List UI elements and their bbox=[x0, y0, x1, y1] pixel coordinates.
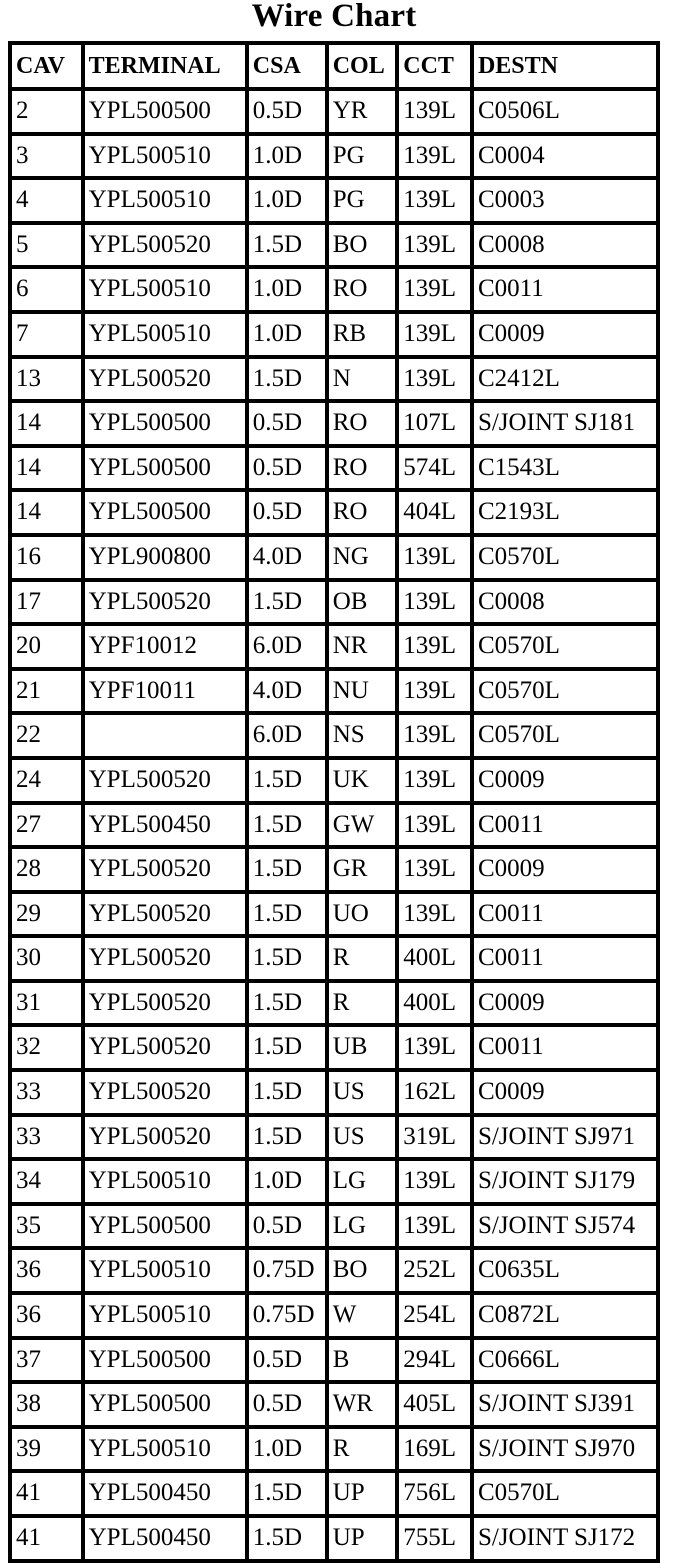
cell-cav: 28 bbox=[12, 849, 81, 890]
cell-cct: 162L bbox=[399, 1072, 470, 1113]
header-row bbox=[12, 45, 656, 87]
table-row bbox=[12, 359, 656, 400]
cell-cav: 2 bbox=[12, 91, 81, 132]
table-row bbox=[12, 1161, 656, 1202]
column-header-cct: CCT bbox=[399, 45, 470, 87]
cell-destn: C0011 bbox=[474, 1027, 656, 1068]
cell-cct: 139L bbox=[399, 269, 470, 310]
table-row bbox=[12, 1206, 656, 1247]
cell-destn: S/JOINT SJ172 bbox=[474, 1518, 656, 1559]
cell-col: WR bbox=[329, 1384, 396, 1425]
cell-csa: 1.5D bbox=[249, 582, 325, 623]
cell-destn: C0011 bbox=[474, 805, 656, 846]
cell-destn: C1543L bbox=[474, 448, 656, 489]
cell-cct: 139L bbox=[399, 582, 470, 623]
cell-col: US bbox=[329, 1072, 396, 1113]
cell-cct: 139L bbox=[399, 225, 470, 266]
cell-cav: 31 bbox=[12, 983, 81, 1024]
cell-cav: 34 bbox=[12, 1161, 81, 1202]
cell-destn: C0011 bbox=[474, 938, 656, 979]
cell-csa: 1.5D bbox=[249, 1072, 325, 1113]
cell-csa: 1.0D bbox=[249, 1161, 325, 1202]
table-body bbox=[12, 91, 656, 1559]
cell-col: RB bbox=[329, 314, 396, 355]
table-row bbox=[12, 1117, 656, 1158]
cell-cav: 13 bbox=[12, 359, 81, 400]
wire-chart-table bbox=[8, 41, 660, 1563]
cell-destn: C0570L bbox=[474, 537, 656, 578]
cell-col: NU bbox=[329, 671, 396, 712]
cell-destn: C0570L bbox=[474, 1473, 656, 1514]
cell-col: W bbox=[329, 1295, 396, 1336]
cell-cct: 252L bbox=[399, 1250, 470, 1291]
cell-terminal: YPL500520 bbox=[85, 1117, 245, 1158]
table-row bbox=[12, 492, 656, 533]
cell-cct: 107L bbox=[399, 403, 470, 444]
cell-destn: C0666L bbox=[474, 1340, 656, 1381]
cell-cct: 139L bbox=[399, 805, 470, 846]
cell-cct: 139L bbox=[399, 136, 470, 177]
table-row bbox=[12, 448, 656, 489]
table-row bbox=[12, 403, 656, 444]
cell-col: OB bbox=[329, 582, 396, 623]
cell-csa: 1.5D bbox=[249, 894, 325, 935]
cell-cct: 400L bbox=[399, 983, 470, 1024]
cell-cav: 35 bbox=[12, 1206, 81, 1247]
table-row bbox=[12, 760, 656, 801]
cell-cct: 139L bbox=[399, 1161, 470, 1202]
cell-destn: C0011 bbox=[474, 894, 656, 935]
cell-terminal: YPL500500 bbox=[85, 1384, 245, 1425]
cell-csa: 1.0D bbox=[249, 180, 325, 221]
cell-col: RO bbox=[329, 448, 396, 489]
cell-col: BO bbox=[329, 225, 396, 266]
cell-cct: 139L bbox=[399, 91, 470, 132]
cell-terminal: YPL500510 bbox=[85, 180, 245, 221]
cell-terminal: YPL500510 bbox=[85, 136, 245, 177]
table-row bbox=[12, 136, 656, 177]
cell-cav: 14 bbox=[12, 448, 81, 489]
cell-csa: 1.0D bbox=[249, 269, 325, 310]
cell-destn: C0004 bbox=[474, 136, 656, 177]
cell-csa: 4.0D bbox=[249, 671, 325, 712]
cell-col: UP bbox=[329, 1473, 396, 1514]
table-row bbox=[12, 894, 656, 935]
table-row bbox=[12, 671, 656, 712]
cell-col: R bbox=[329, 938, 396, 979]
cell-csa: 1.0D bbox=[249, 314, 325, 355]
cell-destn: C2412L bbox=[474, 359, 656, 400]
table-row bbox=[12, 938, 656, 979]
cell-terminal: YPL500520 bbox=[85, 760, 245, 801]
cell-col: RO bbox=[329, 492, 396, 533]
cell-terminal: YPL500520 bbox=[85, 1072, 245, 1113]
column-header-col: COL bbox=[329, 45, 396, 87]
cell-cct: 574L bbox=[399, 448, 470, 489]
cell-col: RO bbox=[329, 403, 396, 444]
cell-csa: 1.5D bbox=[249, 805, 325, 846]
cell-destn: C0506L bbox=[474, 91, 656, 132]
cell-cct: 756L bbox=[399, 1473, 470, 1514]
cell-cav: 30 bbox=[12, 938, 81, 979]
table-row bbox=[12, 805, 656, 846]
column-header-csa: CSA bbox=[249, 45, 325, 87]
cell-cav: 14 bbox=[12, 492, 81, 533]
cell-terminal: YPL500510 bbox=[85, 1161, 245, 1202]
cell-col: R bbox=[329, 983, 396, 1024]
cell-terminal: YPL500510 bbox=[85, 1250, 245, 1291]
cell-csa: 0.5D bbox=[249, 1206, 325, 1247]
cell-terminal: YPL500500 bbox=[85, 448, 245, 489]
cell-terminal: YPF10011 bbox=[85, 671, 245, 712]
cell-cav: 39 bbox=[12, 1429, 81, 1470]
cell-col: PG bbox=[329, 180, 396, 221]
cell-cav: 32 bbox=[12, 1027, 81, 1068]
cell-destn: C0008 bbox=[474, 225, 656, 266]
table-row bbox=[12, 849, 656, 890]
cell-cct: 139L bbox=[399, 1027, 470, 1068]
table-row bbox=[12, 582, 656, 623]
cell-terminal: YPL500520 bbox=[85, 582, 245, 623]
cell-csa: 1.5D bbox=[249, 1518, 325, 1559]
cell-terminal: YPL500450 bbox=[85, 1518, 245, 1559]
cell-cav: 27 bbox=[12, 805, 81, 846]
table-row bbox=[12, 1250, 656, 1291]
cell-cav: 17 bbox=[12, 582, 81, 623]
cell-destn: C0011 bbox=[474, 269, 656, 310]
cell-destn: C0008 bbox=[474, 582, 656, 623]
cell-terminal: YPL500510 bbox=[85, 314, 245, 355]
cell-cav: 38 bbox=[12, 1384, 81, 1425]
cell-col: YR bbox=[329, 91, 396, 132]
cell-terminal: YPL900800 bbox=[85, 537, 245, 578]
cell-cav: 36 bbox=[12, 1295, 81, 1336]
cell-col: NR bbox=[329, 626, 396, 667]
cell-cct: 169L bbox=[399, 1429, 470, 1470]
cell-terminal: YPL500500 bbox=[85, 1206, 245, 1247]
column-header-destn: DESTN bbox=[474, 45, 656, 87]
cell-cct: 405L bbox=[399, 1384, 470, 1425]
cell-col: RO bbox=[329, 269, 396, 310]
cell-terminal: YPL500500 bbox=[85, 492, 245, 533]
cell-cav: 24 bbox=[12, 760, 81, 801]
cell-col: GR bbox=[329, 849, 396, 890]
cell-destn: S/JOINT SJ179 bbox=[474, 1161, 656, 1202]
cell-cav: 6 bbox=[12, 269, 81, 310]
cell-cct: 139L bbox=[399, 1206, 470, 1247]
cell-destn: C0570L bbox=[474, 626, 656, 667]
table-row bbox=[12, 1429, 656, 1470]
cell-col: PG bbox=[329, 136, 396, 177]
cell-cav: 16 bbox=[12, 537, 81, 578]
table-row bbox=[12, 1340, 656, 1381]
cell-cct: 139L bbox=[399, 314, 470, 355]
cell-destn: C0872L bbox=[474, 1295, 656, 1336]
cell-cav: 33 bbox=[12, 1072, 81, 1113]
cell-destn: C0635L bbox=[474, 1250, 656, 1291]
cell-terminal: YPL500520 bbox=[85, 849, 245, 890]
cell-cav: 41 bbox=[12, 1518, 81, 1559]
cell-terminal: YPL500520 bbox=[85, 983, 245, 1024]
cell-terminal: YPL500520 bbox=[85, 225, 245, 266]
cell-terminal: YPL500500 bbox=[85, 403, 245, 444]
cell-destn: C0009 bbox=[474, 849, 656, 890]
cell-col: BO bbox=[329, 1250, 396, 1291]
cell-destn: C0009 bbox=[474, 983, 656, 1024]
cell-destn: C0570L bbox=[474, 671, 656, 712]
cell-cct: 294L bbox=[399, 1340, 470, 1381]
table-row bbox=[12, 983, 656, 1024]
cell-terminal: YPL500500 bbox=[85, 91, 245, 132]
cell-csa: 0.75D bbox=[249, 1250, 325, 1291]
cell-cct: 139L bbox=[399, 537, 470, 578]
cell-destn: S/JOINT SJ181 bbox=[474, 403, 656, 444]
cell-terminal: YPL500520 bbox=[85, 894, 245, 935]
cell-cct: 139L bbox=[399, 359, 470, 400]
cell-csa: 0.5D bbox=[249, 448, 325, 489]
cell-destn: C0009 bbox=[474, 1072, 656, 1113]
cell-csa: 0.5D bbox=[249, 492, 325, 533]
table-row bbox=[12, 1518, 656, 1559]
cell-terminal bbox=[85, 715, 245, 756]
cell-csa: 1.5D bbox=[249, 225, 325, 266]
cell-cct: 139L bbox=[399, 760, 470, 801]
cell-cav: 4 bbox=[12, 180, 81, 221]
cell-csa: 1.0D bbox=[249, 1429, 325, 1470]
cell-csa: 4.0D bbox=[249, 537, 325, 578]
cell-terminal: YPL500520 bbox=[85, 938, 245, 979]
cell-terminal: YPL500520 bbox=[85, 359, 245, 400]
cell-col: UO bbox=[329, 894, 396, 935]
cell-col: UP bbox=[329, 1518, 396, 1559]
cell-terminal: YPL500510 bbox=[85, 1429, 245, 1470]
cell-csa: 1.5D bbox=[249, 760, 325, 801]
cell-col: UB bbox=[329, 1027, 396, 1068]
cell-terminal: YPL500450 bbox=[85, 805, 245, 846]
cell-col: GW bbox=[329, 805, 396, 846]
column-header-terminal: TERMINAL bbox=[85, 45, 245, 87]
cell-destn: S/JOINT SJ574 bbox=[474, 1206, 656, 1247]
cell-cct: 139L bbox=[399, 626, 470, 667]
cell-terminal: YPL500450 bbox=[85, 1473, 245, 1514]
cell-col: R bbox=[329, 1429, 396, 1470]
cell-csa: 1.5D bbox=[249, 1473, 325, 1514]
cell-destn: C0009 bbox=[474, 314, 656, 355]
cell-cav: 33 bbox=[12, 1117, 81, 1158]
table-row bbox=[12, 1072, 656, 1113]
cell-csa: 1.5D bbox=[249, 849, 325, 890]
cell-cav: 37 bbox=[12, 1340, 81, 1381]
cell-csa: 6.0D bbox=[249, 715, 325, 756]
cell-col: LG bbox=[329, 1161, 396, 1202]
cell-cct: 319L bbox=[399, 1117, 470, 1158]
cell-csa: 6.0D bbox=[249, 626, 325, 667]
cell-cav: 14 bbox=[12, 403, 81, 444]
page-title: Wire Chart bbox=[251, 0, 417, 34]
cell-destn: S/JOINT SJ970 bbox=[474, 1429, 656, 1470]
cell-destn: C0009 bbox=[474, 760, 656, 801]
table-row bbox=[12, 180, 656, 221]
cell-destn: S/JOINT SJ971 bbox=[474, 1117, 656, 1158]
cell-cct: 139L bbox=[399, 715, 470, 756]
table-row bbox=[12, 269, 656, 310]
cell-csa: 1.5D bbox=[249, 938, 325, 979]
cell-cct: 254L bbox=[399, 1295, 470, 1336]
cell-csa: 0.75D bbox=[249, 1295, 325, 1336]
cell-col: US bbox=[329, 1117, 396, 1158]
cell-cav: 7 bbox=[12, 314, 81, 355]
cell-col: UK bbox=[329, 760, 396, 801]
cell-csa: 1.0D bbox=[249, 136, 325, 177]
table-row bbox=[12, 1473, 656, 1514]
cell-cct: 400L bbox=[399, 938, 470, 979]
cell-csa: 0.5D bbox=[249, 1340, 325, 1381]
table-row bbox=[12, 1027, 656, 1068]
cell-csa: 0.5D bbox=[249, 1384, 325, 1425]
cell-cav: 3 bbox=[12, 136, 81, 177]
cell-col: NG bbox=[329, 537, 396, 578]
cell-terminal: YPL500520 bbox=[85, 1027, 245, 1068]
cell-terminal: YPF10012 bbox=[85, 626, 245, 667]
table-row bbox=[12, 1384, 656, 1425]
cell-cav: 36 bbox=[12, 1250, 81, 1291]
cell-cct: 404L bbox=[399, 492, 470, 533]
table-row bbox=[12, 626, 656, 667]
table-row bbox=[12, 314, 656, 355]
cell-terminal: YPL500510 bbox=[85, 269, 245, 310]
table-row bbox=[12, 715, 656, 756]
cell-csa: 0.5D bbox=[249, 403, 325, 444]
cell-cct: 139L bbox=[399, 671, 470, 712]
cell-destn: S/JOINT SJ391 bbox=[474, 1384, 656, 1425]
cell-col: LG bbox=[329, 1206, 396, 1247]
table-row bbox=[12, 1295, 656, 1336]
cell-csa: 1.5D bbox=[249, 1117, 325, 1158]
cell-cct: 139L bbox=[399, 180, 470, 221]
cell-cav: 22 bbox=[12, 715, 81, 756]
cell-destn: C0570L bbox=[474, 715, 656, 756]
cell-cav: 21 bbox=[12, 671, 81, 712]
cell-cav: 41 bbox=[12, 1473, 81, 1514]
cell-cct: 755L bbox=[399, 1518, 470, 1559]
table-row bbox=[12, 225, 656, 266]
cell-csa: 0.5D bbox=[249, 91, 325, 132]
table-row bbox=[12, 91, 656, 132]
cell-col: NS bbox=[329, 715, 396, 756]
cell-csa: 1.5D bbox=[249, 1027, 325, 1068]
cell-cav: 29 bbox=[12, 894, 81, 935]
cell-cct: 139L bbox=[399, 894, 470, 935]
cell-terminal: YPL500510 bbox=[85, 1295, 245, 1336]
cell-col: N bbox=[329, 359, 396, 400]
cell-col: B bbox=[329, 1340, 396, 1381]
cell-destn: C2193L bbox=[474, 492, 656, 533]
cell-terminal: YPL500500 bbox=[85, 1340, 245, 1381]
column-header-cav: CAV bbox=[12, 45, 81, 87]
cell-destn: C0003 bbox=[474, 180, 656, 221]
cell-cct: 139L bbox=[399, 849, 470, 890]
cell-cav: 20 bbox=[12, 626, 81, 667]
table-row bbox=[12, 537, 656, 578]
cell-cav: 5 bbox=[12, 225, 81, 266]
cell-csa: 1.5D bbox=[249, 983, 325, 1024]
cell-csa: 1.5D bbox=[249, 359, 325, 400]
